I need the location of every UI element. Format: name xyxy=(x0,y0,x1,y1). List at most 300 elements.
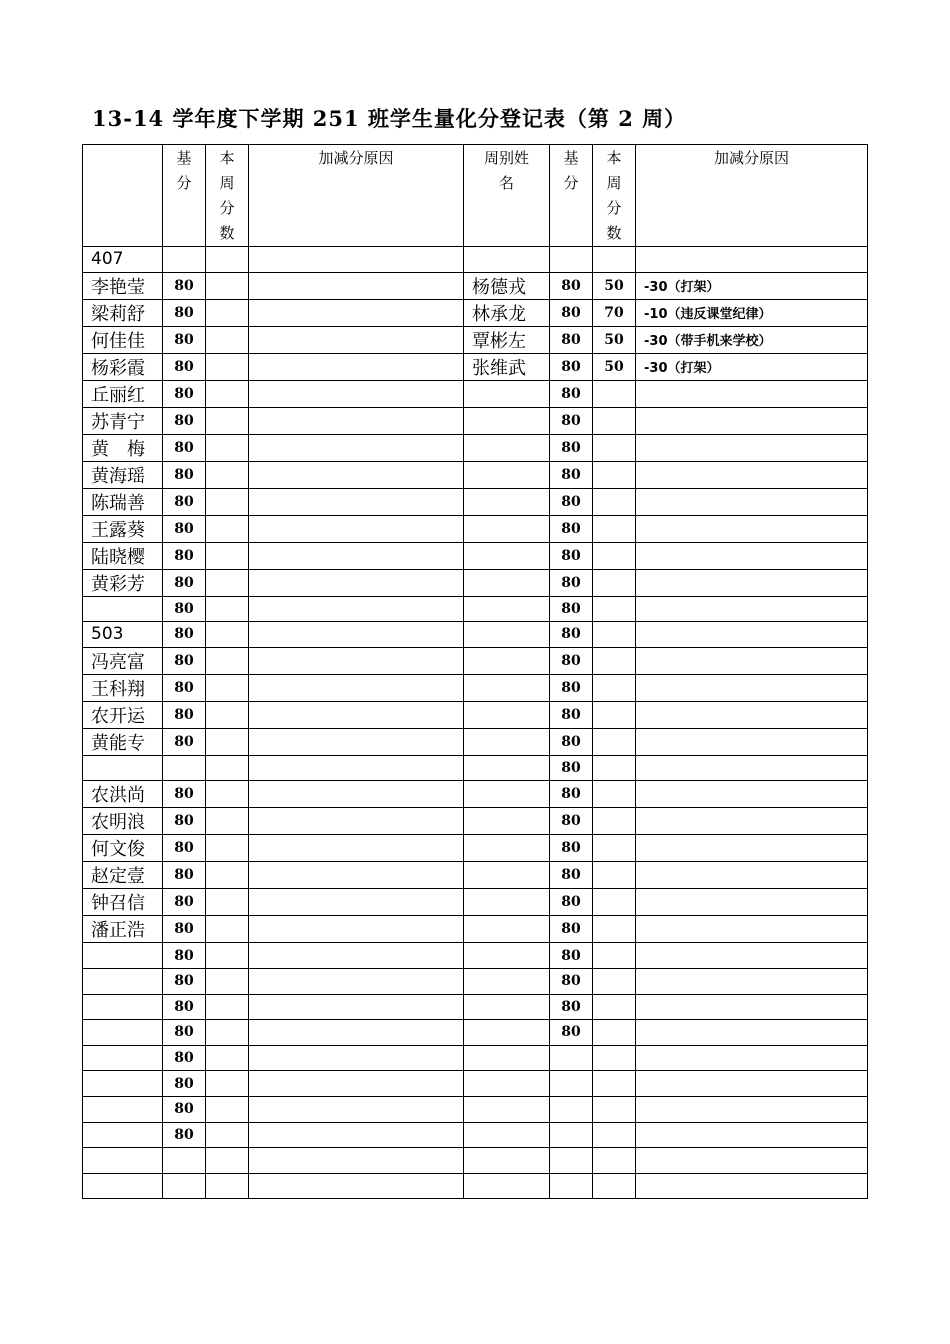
table-row xyxy=(83,1148,868,1174)
right-name-cell xyxy=(464,569,550,596)
right-reason-cell: -30（带手机来学校） xyxy=(636,326,868,353)
table-row xyxy=(83,247,868,273)
right-week-score-cell xyxy=(593,916,636,943)
table-row xyxy=(83,781,868,808)
right-reason-cell xyxy=(636,808,868,835)
right-base-score-cell: 80 xyxy=(550,862,593,889)
right-base-score-cell: 80 xyxy=(550,569,593,596)
left-base-score-cell: 80 xyxy=(163,889,206,916)
left-week-score-cell xyxy=(206,968,249,994)
right-name-cell xyxy=(464,488,550,515)
left-name-cell xyxy=(83,1045,163,1071)
left-name-cell: 王露葵 xyxy=(83,515,163,542)
score-table xyxy=(82,144,868,1199)
left-base-score-cell: 80 xyxy=(163,647,206,674)
right-name-cell xyxy=(464,674,550,701)
left-name-cell: 407 xyxy=(83,247,163,273)
left-reason-cell xyxy=(249,1045,464,1071)
right-name-cell xyxy=(464,994,550,1020)
table-row xyxy=(83,380,868,407)
left-week-score-cell xyxy=(206,353,249,380)
right-reason-cell xyxy=(636,701,868,728)
table-row xyxy=(83,674,868,701)
left-name-cell: 何文俊 xyxy=(83,835,163,862)
right-base-score-cell: 80 xyxy=(550,994,593,1020)
left-reason-cell xyxy=(249,1173,464,1199)
right-week-score-cell xyxy=(593,1096,636,1122)
right-week-score-cell xyxy=(593,701,636,728)
left-reason-cell xyxy=(249,1096,464,1122)
left-week-score-cell xyxy=(206,1096,249,1122)
left-name-cell: 钟召信 xyxy=(83,889,163,916)
left-reason-cell xyxy=(249,728,464,755)
left-reason-cell xyxy=(249,889,464,916)
left-base-score-cell: 80 xyxy=(163,1020,206,1046)
left-reason-cell xyxy=(249,1122,464,1148)
right-week-score-cell xyxy=(593,943,636,969)
left-reason-cell xyxy=(249,647,464,674)
left-name-cell xyxy=(83,596,163,622)
right-name-cell: 林承龙 xyxy=(464,299,550,326)
left-reason-cell xyxy=(249,862,464,889)
table-row xyxy=(83,943,868,969)
left-week-score-cell xyxy=(206,755,249,781)
left-week-score-cell xyxy=(206,461,249,488)
right-base-score-cell xyxy=(550,1045,593,1071)
table-row xyxy=(83,596,868,622)
header-week-score-left: 本周分数 xyxy=(206,145,249,247)
left-reason-cell xyxy=(249,407,464,434)
left-week-score-cell xyxy=(206,808,249,835)
left-base-score-cell: 80 xyxy=(163,272,206,299)
table-row xyxy=(83,994,868,1020)
right-week-score-cell xyxy=(593,488,636,515)
left-base-score-cell: 80 xyxy=(163,1045,206,1071)
left-week-score-cell xyxy=(206,728,249,755)
table-row xyxy=(83,407,868,434)
left-week-score-cell xyxy=(206,674,249,701)
right-name-cell xyxy=(464,968,550,994)
right-name-cell xyxy=(464,1173,550,1199)
left-week-score-cell xyxy=(206,1020,249,1046)
table-row xyxy=(83,1096,868,1122)
right-week-score-cell xyxy=(593,994,636,1020)
right-week-score-cell xyxy=(593,434,636,461)
right-reason-cell xyxy=(636,862,868,889)
left-base-score-cell: 80 xyxy=(163,916,206,943)
table-row xyxy=(83,1122,868,1148)
left-reason-cell xyxy=(249,434,464,461)
left-name-cell: 503 xyxy=(83,622,163,648)
left-base-score-cell: 80 xyxy=(163,701,206,728)
right-name-cell: 杨德戎 xyxy=(464,272,550,299)
right-base-score-cell xyxy=(550,1096,593,1122)
right-base-score-cell: 80 xyxy=(550,299,593,326)
left-name-cell: 黄彩芳 xyxy=(83,569,163,596)
right-name-cell xyxy=(464,1122,550,1148)
left-reason-cell xyxy=(249,781,464,808)
right-week-score-cell xyxy=(593,596,636,622)
right-name-cell xyxy=(464,434,550,461)
left-base-score-cell xyxy=(163,1148,206,1174)
right-name-cell xyxy=(464,461,550,488)
right-name-cell: 覃彬左 xyxy=(464,326,550,353)
right-week-score-cell: 50 xyxy=(593,353,636,380)
right-week-score-cell xyxy=(593,1020,636,1046)
right-week-score-cell: 50 xyxy=(593,326,636,353)
right-name-cell xyxy=(464,1020,550,1046)
right-base-score-cell: 80 xyxy=(550,916,593,943)
left-name-cell xyxy=(83,1148,163,1174)
left-reason-cell xyxy=(249,1071,464,1097)
left-reason-cell xyxy=(249,596,464,622)
left-week-score-cell xyxy=(206,596,249,622)
table-row xyxy=(83,488,868,515)
left-name-cell: 冯亮富 xyxy=(83,647,163,674)
left-name-cell xyxy=(83,968,163,994)
right-base-score-cell: 80 xyxy=(550,781,593,808)
table-row xyxy=(83,968,868,994)
left-name-cell: 陆晓樱 xyxy=(83,542,163,569)
left-base-score-cell: 80 xyxy=(163,488,206,515)
left-base-score-cell: 80 xyxy=(163,728,206,755)
right-reason-cell xyxy=(636,1173,868,1199)
right-week-score-cell: 50 xyxy=(593,272,636,299)
left-name-cell: 梁莉舒 xyxy=(83,299,163,326)
left-reason-cell xyxy=(249,326,464,353)
left-base-score-cell: 80 xyxy=(163,299,206,326)
right-base-score-cell xyxy=(550,247,593,273)
right-week-score-cell xyxy=(593,728,636,755)
right-reason-cell xyxy=(636,542,868,569)
table-row xyxy=(83,1173,868,1199)
right-name-cell xyxy=(464,755,550,781)
right-reason-cell: -30（打架） xyxy=(636,272,868,299)
right-reason-cell: -10（违反课堂纪律） xyxy=(636,299,868,326)
right-base-score-cell: 80 xyxy=(550,326,593,353)
right-reason-cell xyxy=(636,1122,868,1148)
right-week-score-cell xyxy=(593,968,636,994)
left-name-cell xyxy=(83,943,163,969)
right-week-score-cell xyxy=(593,461,636,488)
right-name-cell xyxy=(464,728,550,755)
right-week-score-cell xyxy=(593,835,636,862)
right-reason-cell xyxy=(636,407,868,434)
right-week-score-cell xyxy=(593,755,636,781)
left-week-score-cell xyxy=(206,781,249,808)
left-week-score-cell xyxy=(206,835,249,862)
table-row xyxy=(83,515,868,542)
right-reason-cell xyxy=(636,461,868,488)
left-week-score-cell xyxy=(206,1122,249,1148)
right-week-score-cell xyxy=(593,1045,636,1071)
left-week-score-cell xyxy=(206,916,249,943)
right-name-cell xyxy=(464,647,550,674)
left-name-cell: 农开运 xyxy=(83,701,163,728)
left-name-cell: 黄 梅 xyxy=(83,434,163,461)
left-base-score-cell: 80 xyxy=(163,994,206,1020)
right-reason-cell xyxy=(636,1020,868,1046)
table-row xyxy=(83,1045,868,1071)
right-reason-cell xyxy=(636,916,868,943)
left-week-score-cell xyxy=(206,542,249,569)
right-base-score-cell: 80 xyxy=(550,968,593,994)
left-reason-cell xyxy=(249,542,464,569)
right-name-cell xyxy=(464,542,550,569)
table-row xyxy=(83,647,868,674)
left-week-score-cell xyxy=(206,326,249,353)
left-base-score-cell: 80 xyxy=(163,622,206,648)
left-week-score-cell xyxy=(206,1071,249,1097)
right-reason-cell xyxy=(636,488,868,515)
right-name-cell xyxy=(464,1148,550,1174)
table-row xyxy=(83,461,868,488)
left-name-cell: 黄能专 xyxy=(83,728,163,755)
left-base-score-cell: 80 xyxy=(163,596,206,622)
right-base-score-cell: 80 xyxy=(550,272,593,299)
right-reason-cell xyxy=(636,1071,868,1097)
right-name-cell: 张维武 xyxy=(464,353,550,380)
left-week-score-cell xyxy=(206,1148,249,1174)
left-base-score-cell xyxy=(163,1173,206,1199)
right-base-score-cell: 80 xyxy=(550,407,593,434)
right-base-score-cell: 80 xyxy=(550,835,593,862)
left-reason-cell xyxy=(249,1148,464,1174)
right-base-score-cell: 80 xyxy=(550,596,593,622)
left-reason-cell xyxy=(249,755,464,781)
left-week-score-cell xyxy=(206,299,249,326)
left-name-cell: 李艳莹 xyxy=(83,272,163,299)
right-base-score-cell: 80 xyxy=(550,434,593,461)
right-base-score-cell: 80 xyxy=(550,674,593,701)
header-blank-cell xyxy=(83,145,163,247)
right-reason-cell xyxy=(636,968,868,994)
right-base-score-cell: 80 xyxy=(550,889,593,916)
table-row xyxy=(83,889,868,916)
left-reason-cell xyxy=(249,515,464,542)
left-base-score-cell: 80 xyxy=(163,781,206,808)
left-base-score-cell: 80 xyxy=(163,407,206,434)
right-base-score-cell: 80 xyxy=(550,755,593,781)
right-name-cell xyxy=(464,247,550,273)
right-week-score-cell xyxy=(593,247,636,273)
left-week-score-cell xyxy=(206,247,249,273)
table-row xyxy=(83,434,868,461)
left-base-score-cell: 80 xyxy=(163,1071,206,1097)
table-header-row xyxy=(83,145,868,247)
left-base-score-cell: 80 xyxy=(163,434,206,461)
left-base-score-cell: 80 xyxy=(163,1122,206,1148)
right-week-score-cell xyxy=(593,569,636,596)
right-reason-cell xyxy=(636,596,868,622)
table-row xyxy=(83,1071,868,1097)
table-row xyxy=(83,299,868,326)
table-row xyxy=(83,1020,868,1046)
right-name-cell xyxy=(464,1096,550,1122)
left-week-score-cell xyxy=(206,647,249,674)
table-row xyxy=(83,862,868,889)
right-reason-cell xyxy=(636,889,868,916)
left-week-score-cell xyxy=(206,1173,249,1199)
right-reason-cell xyxy=(636,755,868,781)
right-name-cell xyxy=(464,596,550,622)
right-base-score-cell xyxy=(550,1071,593,1097)
right-week-score-cell xyxy=(593,515,636,542)
left-name-cell xyxy=(83,1020,163,1046)
left-name-cell xyxy=(83,1096,163,1122)
left-name-cell: 黄海瑶 xyxy=(83,461,163,488)
header-base-score-right: 基分 xyxy=(550,145,593,247)
right-base-score-cell: 80 xyxy=(550,728,593,755)
right-name-cell xyxy=(464,1071,550,1097)
right-week-score-cell xyxy=(593,622,636,648)
right-reason-cell xyxy=(636,1148,868,1174)
right-week-score-cell xyxy=(593,647,636,674)
left-reason-cell xyxy=(249,272,464,299)
left-base-score-cell: 80 xyxy=(163,569,206,596)
right-reason-cell xyxy=(636,943,868,969)
table-row xyxy=(83,353,868,380)
right-week-score-cell xyxy=(593,1173,636,1199)
left-name-cell: 潘正浩 xyxy=(83,916,163,943)
left-reason-cell xyxy=(249,994,464,1020)
right-base-score-cell xyxy=(550,1173,593,1199)
right-reason-cell xyxy=(636,515,868,542)
right-name-cell xyxy=(464,407,550,434)
right-reason-cell xyxy=(636,835,868,862)
right-base-score-cell: 80 xyxy=(550,943,593,969)
table-row xyxy=(83,622,868,648)
left-base-score-cell: 80 xyxy=(163,943,206,969)
right-name-cell xyxy=(464,808,550,835)
left-week-score-cell xyxy=(206,488,249,515)
left-week-score-cell xyxy=(206,943,249,969)
left-base-score-cell: 80 xyxy=(163,515,206,542)
left-week-score-cell xyxy=(206,272,249,299)
table-row xyxy=(83,542,868,569)
left-name-cell xyxy=(83,1173,163,1199)
left-reason-cell xyxy=(249,380,464,407)
left-name-cell xyxy=(83,994,163,1020)
left-base-score-cell: 80 xyxy=(163,380,206,407)
left-base-score-cell: 80 xyxy=(163,326,206,353)
right-name-cell xyxy=(464,622,550,648)
left-reason-cell xyxy=(249,701,464,728)
right-reason-cell xyxy=(636,569,868,596)
left-reason-cell xyxy=(249,569,464,596)
table-row xyxy=(83,916,868,943)
right-base-score-cell: 80 xyxy=(550,461,593,488)
left-name-cell: 王科翔 xyxy=(83,674,163,701)
left-base-score-cell: 80 xyxy=(163,542,206,569)
left-week-score-cell xyxy=(206,569,249,596)
right-week-score-cell xyxy=(593,407,636,434)
right-week-score-cell xyxy=(593,1071,636,1097)
left-reason-cell xyxy=(249,247,464,273)
right-reason-cell xyxy=(636,674,868,701)
left-base-score-cell: 80 xyxy=(163,353,206,380)
left-name-cell: 丘丽红 xyxy=(83,380,163,407)
left-base-score-cell: 80 xyxy=(163,968,206,994)
left-reason-cell xyxy=(249,488,464,515)
right-base-score-cell xyxy=(550,1148,593,1174)
right-reason-cell xyxy=(636,1096,868,1122)
document-title: 13-14 学年度下学期 251 班学生量化分登记表（第 2 周） xyxy=(92,106,687,131)
left-name-cell: 农明浪 xyxy=(83,808,163,835)
header-base-score-left: 基分 xyxy=(163,145,206,247)
left-base-score-cell: 80 xyxy=(163,461,206,488)
left-name-cell: 苏青宁 xyxy=(83,407,163,434)
left-base-score-cell: 80 xyxy=(163,862,206,889)
right-name-cell xyxy=(464,380,550,407)
table-row xyxy=(83,326,868,353)
left-week-score-cell xyxy=(206,701,249,728)
left-base-score-cell: 80 xyxy=(163,835,206,862)
table-row xyxy=(83,728,868,755)
left-name-cell xyxy=(83,755,163,781)
right-reason-cell xyxy=(636,434,868,461)
right-name-cell xyxy=(464,701,550,728)
right-reason-cell xyxy=(636,994,868,1020)
left-name-cell: 何佳佳 xyxy=(83,326,163,353)
right-name-cell xyxy=(464,835,550,862)
table-row xyxy=(83,835,868,862)
left-week-score-cell xyxy=(206,407,249,434)
left-reason-cell xyxy=(249,1020,464,1046)
left-week-score-cell xyxy=(206,515,249,542)
right-week-score-cell xyxy=(593,1122,636,1148)
left-name-cell: 赵定壹 xyxy=(83,862,163,889)
right-name-cell xyxy=(464,943,550,969)
right-reason-cell xyxy=(636,247,868,273)
left-name-cell: 陈瑞善 xyxy=(83,488,163,515)
right-base-score-cell: 80 xyxy=(550,542,593,569)
left-week-score-cell xyxy=(206,380,249,407)
left-week-score-cell xyxy=(206,622,249,648)
right-week-score-cell xyxy=(593,808,636,835)
left-reason-cell xyxy=(249,299,464,326)
right-base-score-cell: 80 xyxy=(550,1020,593,1046)
left-base-score-cell: 80 xyxy=(163,674,206,701)
right-base-score-cell: 80 xyxy=(550,353,593,380)
header-reason-right: 加减分原因 xyxy=(636,145,868,247)
header-week-score-right: 本周分数 xyxy=(593,145,636,247)
right-week-score-cell xyxy=(593,1148,636,1174)
left-reason-cell xyxy=(249,808,464,835)
left-name-cell xyxy=(83,1122,163,1148)
right-name-cell xyxy=(464,1045,550,1071)
right-week-score-cell xyxy=(593,674,636,701)
left-week-score-cell xyxy=(206,434,249,461)
table-row xyxy=(83,755,868,781)
right-base-score-cell: 80 xyxy=(550,808,593,835)
right-base-score-cell: 80 xyxy=(550,515,593,542)
right-name-cell xyxy=(464,515,550,542)
header-reason-left: 加减分原因 xyxy=(249,145,464,247)
right-reason-cell: -30（打架） xyxy=(636,353,868,380)
left-base-score-cell: 80 xyxy=(163,1096,206,1122)
right-reason-cell xyxy=(636,781,868,808)
left-week-score-cell xyxy=(206,1045,249,1071)
left-reason-cell xyxy=(249,353,464,380)
left-reason-cell xyxy=(249,461,464,488)
left-base-score-cell: 80 xyxy=(163,808,206,835)
table-row xyxy=(83,272,868,299)
right-reason-cell xyxy=(636,728,868,755)
right-base-score-cell: 80 xyxy=(550,647,593,674)
right-name-cell xyxy=(464,916,550,943)
left-base-score-cell xyxy=(163,247,206,273)
